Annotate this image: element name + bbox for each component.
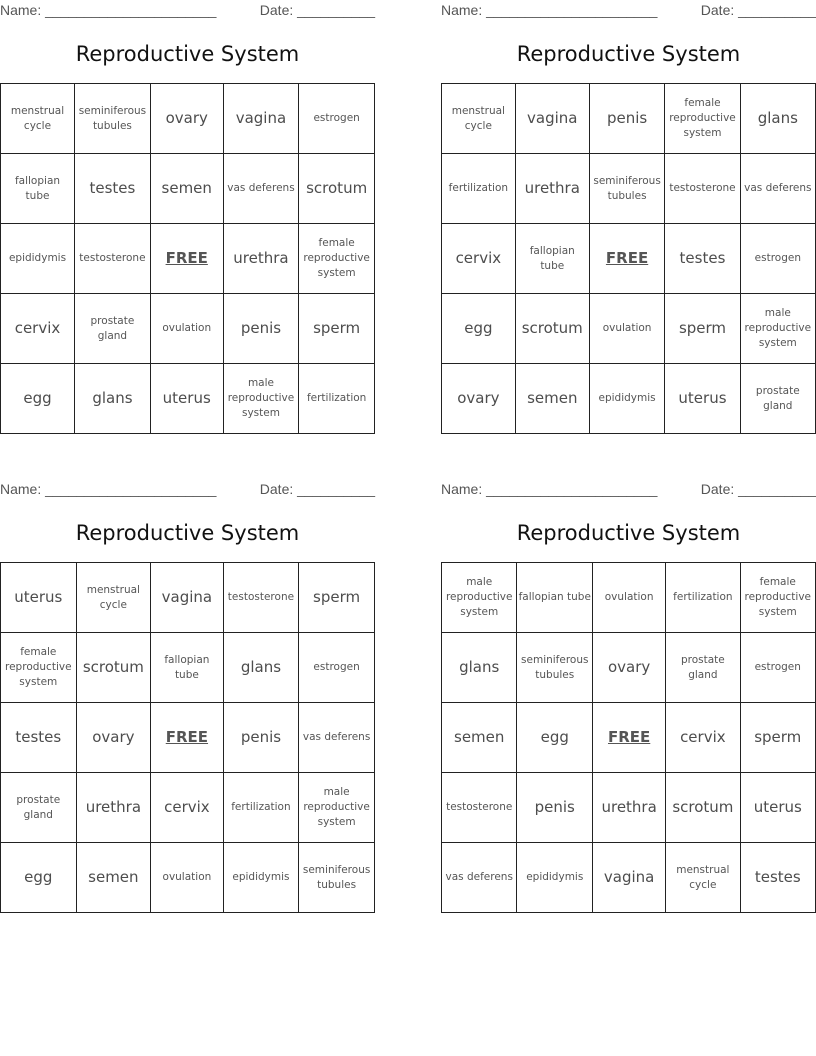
bingo-cell[interactable]: glans <box>740 84 815 154</box>
name-line[interactable]: Name: ______________________ <box>441 481 658 497</box>
bingo-cell[interactable]: cervix <box>151 773 224 843</box>
bingo-cell[interactable]: scrotum <box>666 773 740 843</box>
card-header <box>0 2 375 20</box>
bingo-cell[interactable]: ovulation <box>150 294 223 364</box>
bingo-cell[interactable]: menstrual cycle <box>442 84 516 154</box>
bingo-cell[interactable]: estrogen <box>740 633 815 703</box>
bingo-cell[interactable]: egg <box>1 843 77 913</box>
bingo-grid <box>0 562 375 913</box>
bingo-cell[interactable]: ovary <box>442 364 516 434</box>
bingo-cell[interactable]: scrotum <box>76 633 151 703</box>
bingo-cell[interactable]: sperm <box>299 563 375 633</box>
bingo-cell[interactable]: urethra <box>76 773 151 843</box>
bingo-cell[interactable]: glans <box>75 364 151 434</box>
bingo-cell[interactable]: female reproductive system <box>665 84 740 154</box>
bingo-cell[interactable]: estrogen <box>299 633 375 703</box>
bingo-cell[interactable]: epididymis <box>517 843 593 913</box>
bingo-cell[interactable]: semen <box>515 364 589 434</box>
bingo-cell[interactable]: menstrual cycle <box>666 843 740 913</box>
bingo-cell[interactable]: menstrual cycle <box>76 563 151 633</box>
bingo-cell[interactable]: seminiferous tubules <box>75 84 151 154</box>
bingo-cell[interactable]: testes <box>740 843 815 913</box>
bingo-cell[interactable]: prostate gland <box>740 364 815 434</box>
bingo-cell[interactable]: female reproductive system <box>1 633 77 703</box>
date-line[interactable]: Date: __________ <box>259 481 375 497</box>
bingo-cell[interactable]: penis <box>223 294 299 364</box>
bingo-cell[interactable]: ovulation <box>589 294 665 364</box>
bingo-cell[interactable]: vagina <box>223 84 299 154</box>
bingo-cell[interactable]: uterus <box>1 563 77 633</box>
bingo-cell[interactable]: male reproductive system <box>442 563 517 633</box>
bingo-cell[interactable]: epididymis <box>223 843 299 913</box>
bingo-cell[interactable]: male reproductive system <box>223 364 299 434</box>
bingo-cell[interactable]: fallopian tube <box>517 563 593 633</box>
bingo-cell[interactable]: female reproductive system <box>740 563 815 633</box>
name-line[interactable]: Name: ______________________ <box>441 2 658 18</box>
bingo-cell[interactable]: vas deferens <box>299 703 375 773</box>
bingo-cell[interactable]: sperm <box>740 703 815 773</box>
bingo-cell[interactable]: penis <box>223 703 299 773</box>
bingo-cell[interactable]: estrogen <box>299 84 375 154</box>
bingo-cell[interactable]: male reproductive system <box>299 773 375 843</box>
bingo-cell[interactable]: prostate gland <box>1 773 77 843</box>
bingo-cell[interactable]: prostate gland <box>75 294 151 364</box>
card-title: Reproductive System <box>516 42 741 66</box>
name-line[interactable]: Name: ______________________ <box>0 481 217 497</box>
bingo-cell[interactable]: testosterone <box>223 563 299 633</box>
bingo-cell[interactable]: vas deferens <box>740 154 815 224</box>
bingo-cell[interactable]: urethra <box>223 224 299 294</box>
bingo-cell[interactable]: semen <box>442 703 517 773</box>
bingo-cell[interactable]: prostate gland <box>666 633 740 703</box>
bingo-cell[interactable]: fallopian tube <box>151 633 224 703</box>
bingo-cell[interactable]: scrotum <box>515 294 589 364</box>
card-title: Reproductive System <box>75 521 300 545</box>
bingo-cell[interactable]: seminiferous tubules <box>299 843 375 913</box>
bingo-cell[interactable]: fallopian tube <box>515 224 589 294</box>
bingo-cell[interactable]: cervix <box>1 294 75 364</box>
date-line[interactable]: Date: __________ <box>700 481 816 497</box>
bingo-cell[interactable]: penis <box>589 84 665 154</box>
bingo-cell[interactable]: egg <box>1 364 75 434</box>
bingo-cell[interactable]: testosterone <box>75 224 151 294</box>
free-space-cell[interactable]: FREE <box>589 224 665 294</box>
bingo-cell[interactable]: ovary <box>593 633 666 703</box>
free-space-cell[interactable]: FREE <box>593 703 666 773</box>
bingo-cell[interactable]: penis <box>517 773 593 843</box>
bingo-cell[interactable]: egg <box>442 294 516 364</box>
card-title: Reproductive System <box>75 42 300 66</box>
bingo-cell[interactable]: sperm <box>299 294 375 364</box>
bingo-grid <box>441 562 816 913</box>
bingo-cell[interactable]: estrogen <box>740 224 815 294</box>
card-header <box>0 481 375 499</box>
free-space-cell[interactable]: FREE <box>151 703 224 773</box>
bingo-cell[interactable]: cervix <box>442 224 516 294</box>
card-title: Reproductive System <box>516 521 741 545</box>
bingo-cell[interactable]: epididymis <box>589 364 665 434</box>
bingo-cell[interactable]: cervix <box>666 703 740 773</box>
bingo-cell[interactable]: egg <box>517 703 593 773</box>
bingo-cell[interactable]: male reproductive system <box>740 294 815 364</box>
bingo-cell[interactable]: uterus <box>740 773 815 843</box>
bingo-cell[interactable]: fallopian tube <box>1 154 75 224</box>
bingo-cell[interactable]: ovary <box>76 703 151 773</box>
bingo-cell[interactable]: testes <box>1 703 77 773</box>
bingo-cell[interactable]: fertilization <box>442 154 516 224</box>
bingo-cell[interactable]: testosterone <box>665 154 740 224</box>
bingo-cell[interactable]: urethra <box>515 154 589 224</box>
bingo-cell[interactable]: ovulation <box>593 563 666 633</box>
bingo-cell[interactable]: semen <box>76 843 151 913</box>
bingo-cell[interactable]: ovulation <box>151 843 224 913</box>
bingo-cell[interactable]: female reproductive system <box>299 224 375 294</box>
bingo-cell[interactable]: vas deferens <box>442 843 517 913</box>
card-header <box>441 2 816 20</box>
bingo-grid <box>0 83 375 434</box>
bingo-cell[interactable]: glans <box>442 633 517 703</box>
bingo-cell[interactable]: vas deferens <box>223 154 299 224</box>
bingo-cell[interactable]: semen <box>150 154 223 224</box>
bingo-cell[interactable]: vagina <box>151 563 224 633</box>
bingo-cell[interactable]: testes <box>75 154 151 224</box>
bingo-cell[interactable]: scrotum <box>299 154 375 224</box>
bingo-cell[interactable]: uterus <box>150 364 223 434</box>
bingo-cell[interactable]: menstrual cycle <box>1 84 75 154</box>
date-line[interactable]: Date: __________ <box>700 2 816 18</box>
bingo-cell[interactable]: sperm <box>665 294 740 364</box>
bingo-cell[interactable]: vagina <box>593 843 666 913</box>
bingo-cell[interactable]: vagina <box>515 84 589 154</box>
date-line[interactable]: Date: __________ <box>259 2 375 18</box>
name-line[interactable]: Name: ______________________ <box>0 2 217 18</box>
bingo-cell[interactable]: testosterone <box>442 773 517 843</box>
bingo-cell[interactable]: fertilization <box>299 364 375 434</box>
bingo-cell[interactable]: seminiferous tubules <box>589 154 665 224</box>
free-space-cell[interactable]: FREE <box>150 224 223 294</box>
bingo-cell[interactable]: testes <box>665 224 740 294</box>
bingo-cell[interactable]: epididymis <box>1 224 75 294</box>
bingo-cell[interactable]: uterus <box>665 364 740 434</box>
bingo-grid <box>441 83 816 434</box>
bingo-cell[interactable]: urethra <box>593 773 666 843</box>
bingo-cell[interactable]: ovary <box>150 84 223 154</box>
bingo-cell[interactable]: glans <box>223 633 299 703</box>
card-header <box>441 481 816 499</box>
bingo-cell[interactable]: fertilization <box>666 563 740 633</box>
bingo-cell[interactable]: fertilization <box>223 773 299 843</box>
bingo-cell[interactable]: seminiferous tubules <box>517 633 593 703</box>
